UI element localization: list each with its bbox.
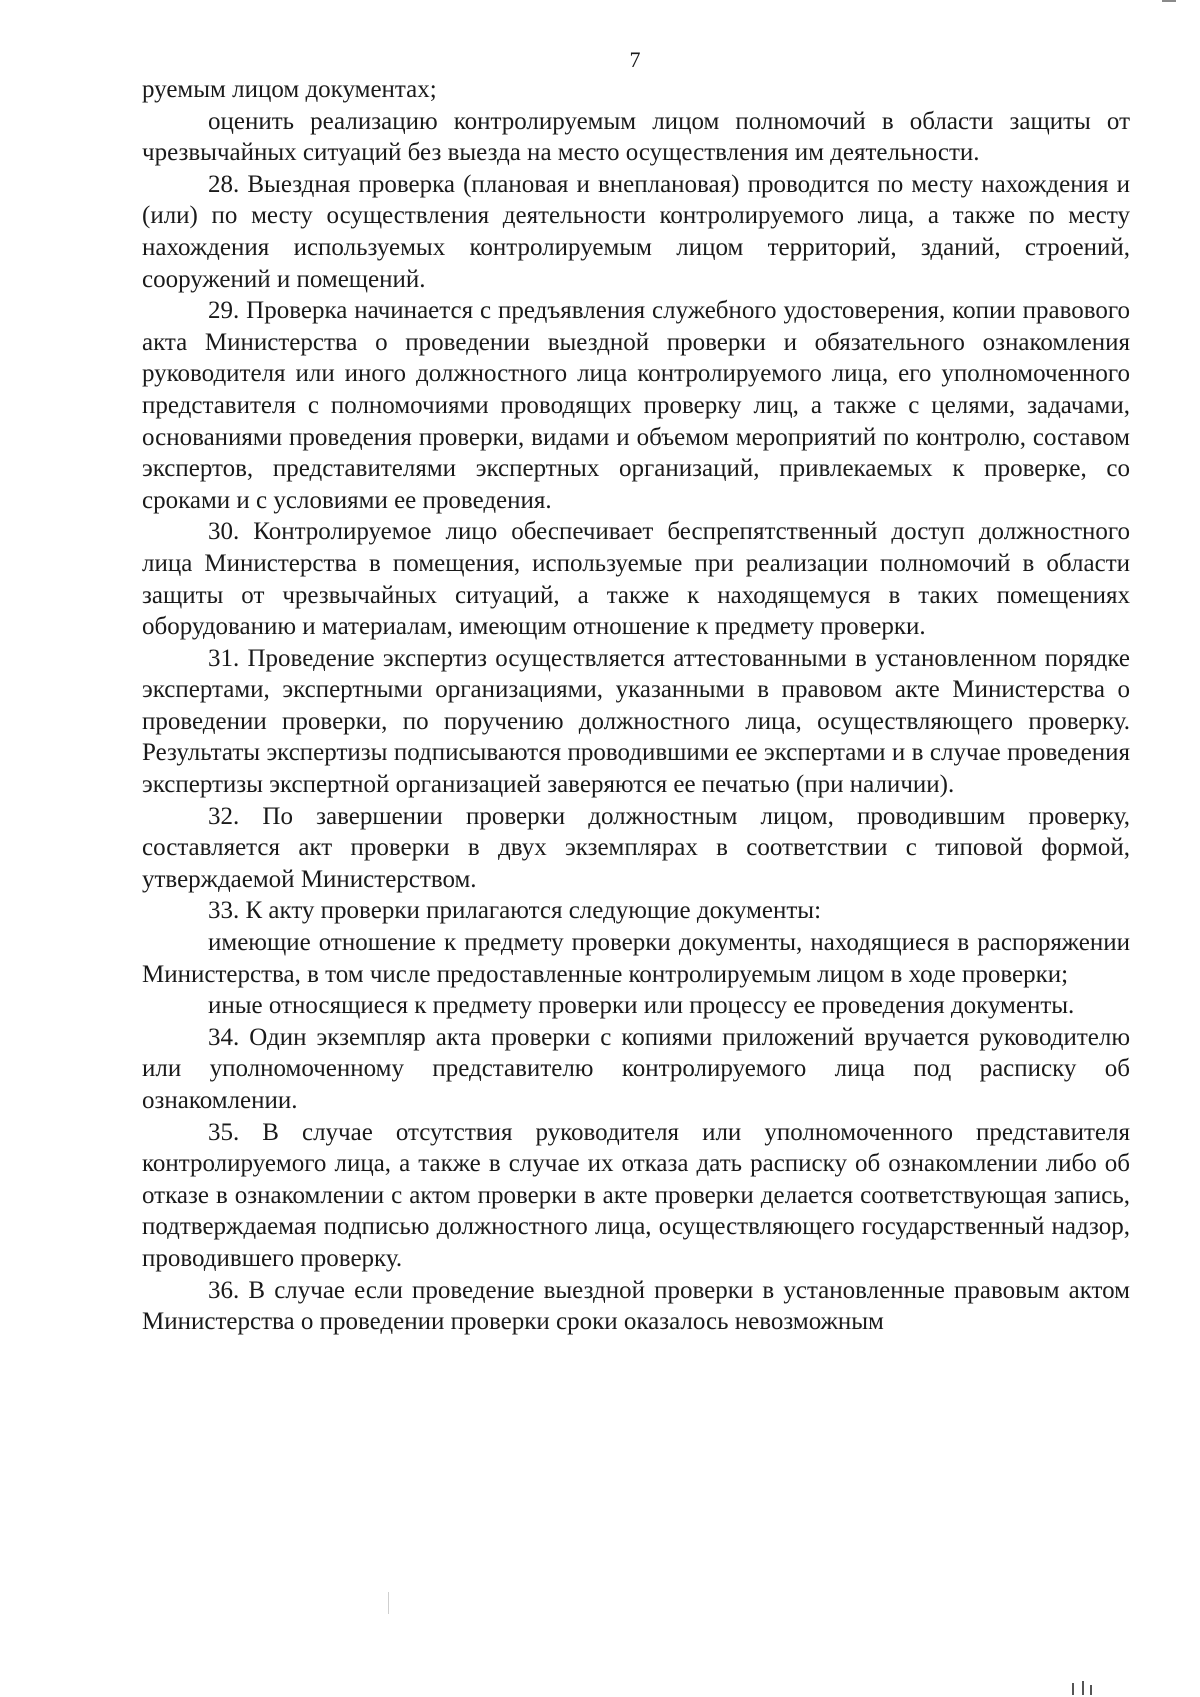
paragraph-36: 36. В случае если проведение выездной проверки в установленные правовым актом Министерства о проведении проверки сроки оказалось невозможным (142, 1276, 1130, 1336)
scan-mark-top-right (1162, 0, 1176, 2)
paragraph-30: 30. Контролируемое лицо обеспечивает беспрепятственный доступ должностного лица Министерства в помещения, используемые при реализации полномочий в области защиты от чрезвычайных ситуаций, а также к находящемуся в таких помещениях оборудованию и материалам, имеющим отношение к предмету проверки. (142, 518, 1130, 641)
paragraph-28: 28. Выездная проверка (плановая и внеплановая) проводится по месту нахождения и (или) по месту осуществления деятельности контролируемого лица, а также по месту нахождения используемых контролируемым лицом территорий, зданий, строений, сооружений и помещений. (142, 170, 1130, 293)
paragraph-33-item-1: имеющие отношение к предмету проверки документы, находящиеся в распоряжении Министерства, в том числе предоставленные контролируемым лицом в ходе проверки; (142, 929, 1130, 988)
paragraph-29: 29. Проверка начинается с предъявления служебного удостоверения, копии правового акта Министерства о проведении выездной проверки и обязательного ознакомления руководителя или иного должностного лица контролируемого лица, его уполномоченного представителя с полномочиями проводящих проверку лиц, а также с целями, задачами, основаниями проведения проверки, видами и объемом мероприятий по контролю, составом экспертов, представителями экспертных организаций, привлекаемых к проверке, со сроками и с условиями ее проведения. (142, 297, 1130, 514)
page-number: 7 (629, 47, 641, 72)
scan-mark-bottom-right-1 (1072, 1683, 1074, 1695)
paragraph-33-item-2: иные относящиеся к предмету проверки или процессу ее проведения документы. (208, 992, 1075, 1020)
scan-mark-bottom-right-2 (1082, 1681, 1084, 1695)
paragraph-31: 31. Проведение экспертиз осуществляется аттестованными в установленном порядке экспертами, экспертными организациями, указанными в правовом акте Министерства о проведении проверки, по поручению должностного лица, осуществляющего проверку. Результаты экспертизы подписываются проводившими ее экспертами и в случае проведения экспертизы экспертной организацией заверяются ее печатью (при наличии). (142, 644, 1130, 799)
scan-mark-bottom-right-3 (1090, 1685, 1092, 1695)
paragraph-35: 35. В случае отсутствия руководителя или уполномоченного представителя контролируемого лица, а также в случае их отказа дать расписку об ознакомлении либо об отказе в ознакомлении с актом проверки в акте проверки делается соответствующая запись, подтверждаемая подписью должностного лица, осуществляющего государственный надзор, проводившего проверку. (142, 1118, 1130, 1272)
paragraph-evaluate-remote: оценить реализацию контролируемым лицом полномочий в области защиты от чрезвычайных ситуаций без выезда на место осуществления им деятельности. (142, 107, 1130, 167)
paragraph-33: 33. К акту проверки прилагаются следующие документы: (208, 897, 822, 925)
scan-mark-bottom-center (388, 1592, 389, 1614)
document-body (142, 74, 1130, 1338)
paragraph-32: 32. По завершении проверки должностным лицом, проводившим проверку, составляется акт проверки в двух экземплярах в соответствии с типовой формой, утверждаемой Министерством. (142, 802, 1130, 893)
paragraph-continuation: руемым лицом документах; (142, 76, 437, 103)
paragraph-34: 34. Один экземпляр акта проверки с копиями приложений вручается руководителю или уполномоченному представителю контролируемого лица под расписку об ознакомлении. (142, 1023, 1130, 1114)
